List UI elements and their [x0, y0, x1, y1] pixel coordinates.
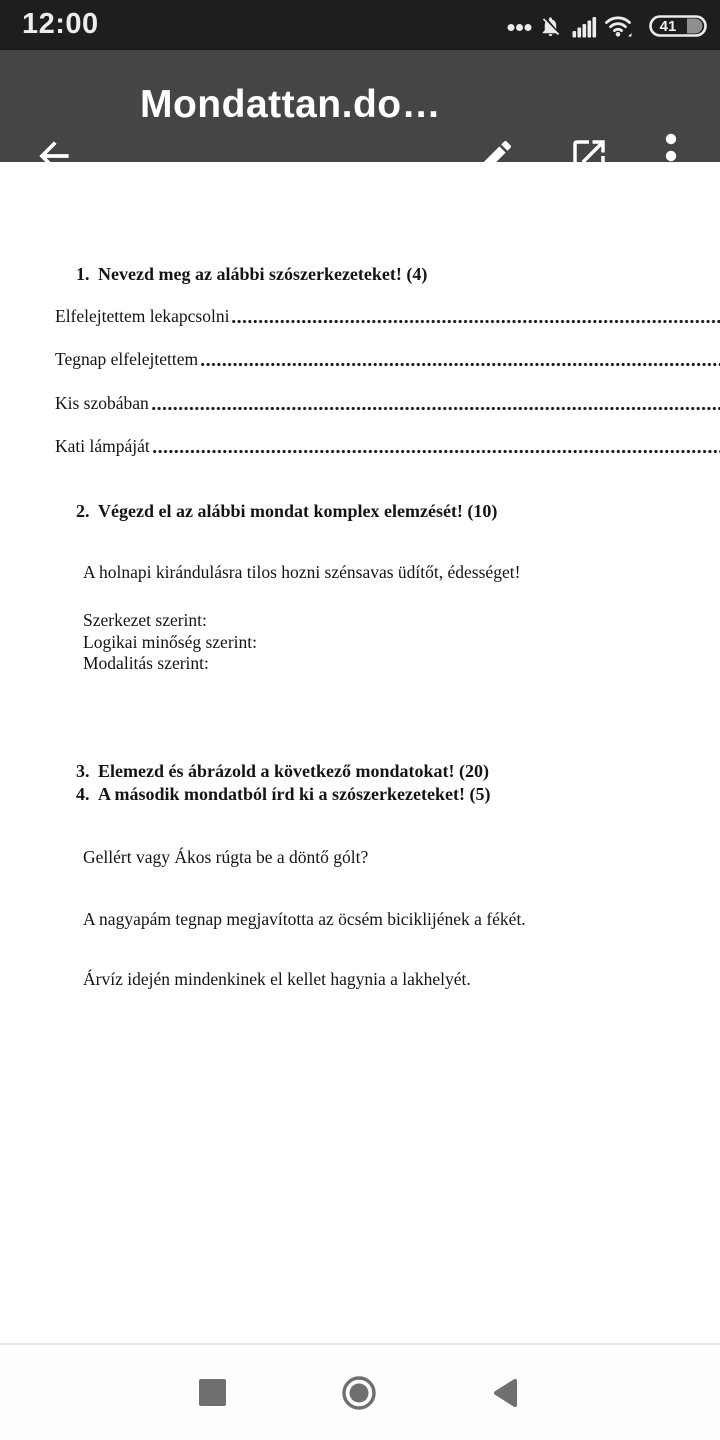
- notifications-off-icon: [539, 15, 562, 38]
- fill-in-label: Kis szobában: [55, 393, 149, 413]
- dotted-leader: [231, 305, 720, 327]
- analysis-label: Szerkezet szerint:: [83, 610, 207, 630]
- task-number: 2.: [76, 501, 90, 521]
- document-title: Mondattan.do…: [140, 83, 442, 127]
- app-bar: [0, 50, 720, 162]
- home-circle-icon: [341, 1375, 377, 1411]
- notification-overflow-icon: [507, 23, 532, 32]
- analysis-label: Modalitás szerint:: [83, 653, 209, 674]
- navigation-bar: [0, 1343, 720, 1440]
- recents-button[interactable]: [199, 1379, 226, 1406]
- example-sentence: A nagyapám tegnap megjavította az öcsém biciklijének a fékét.: [83, 909, 526, 929]
- clock: 12:00: [22, 8, 99, 40]
- task-number: 1.: [76, 264, 90, 284]
- task-heading-3: [76, 760, 720, 782]
- back-triangle-icon: [491, 1377, 519, 1409]
- dotted-leader: [200, 348, 720, 370]
- fill-in-line: [55, 392, 720, 414]
- task-text: Nevezd meg az alábbi szószerkezeteket! (4): [98, 264, 428, 284]
- fill-in-label: Tegnap elfelejtettem: [55, 349, 199, 369]
- fill-in-label: Kati lámpáját: [55, 436, 150, 456]
- fill-in-line: [55, 305, 720, 327]
- task2-sentence: A holnapi kirándulásra tilos hozni szénsavas üdítőt, édességet!: [83, 562, 521, 582]
- battery-icon: [649, 15, 707, 37]
- task-text: Végezd el az alábbi mondat komplex elemzését! (10): [98, 501, 498, 521]
- example-sentence: Gellért vagy Ákos rúgta be a döntő gólt?: [83, 847, 369, 867]
- fill-in-line: [55, 348, 720, 370]
- battery-percent-text: 41: [659, 18, 677, 36]
- analysis-label: Logikai minőség szerint:: [83, 631, 257, 652]
- status-bar: [0, 0, 720, 50]
- fill-in-line: [55, 435, 720, 457]
- dotted-leader: [152, 435, 720, 457]
- home-button[interactable]: [341, 1375, 377, 1411]
- example-sentence: Árvíz idején mindenkinek el kellet hagynia a lakhelyét.: [83, 969, 471, 989]
- task-text: A második mondatból írd ki a szószerkezeteket! (5): [98, 784, 491, 804]
- wifi-icon: [604, 15, 632, 38]
- task-number: 4.: [76, 784, 90, 804]
- back-nav-button[interactable]: [491, 1377, 519, 1409]
- analysis-labels: [83, 610, 690, 675]
- dotted-leader: [151, 392, 720, 414]
- document-page[interactable]: [0, 162, 720, 1343]
- cell-signal-icon: [572, 15, 597, 38]
- task-number: 3.: [76, 761, 90, 781]
- task-heading-1: [76, 263, 720, 285]
- recents-square-icon: [199, 1379, 226, 1406]
- task-heading-2: [76, 500, 720, 522]
- task-heading-4: [76, 783, 720, 805]
- fill-in-label: Elfelejtettem lekapcsolni: [55, 306, 230, 326]
- task-text: Elemezd és ábrázold a következő mondatokat! (20): [98, 761, 489, 781]
